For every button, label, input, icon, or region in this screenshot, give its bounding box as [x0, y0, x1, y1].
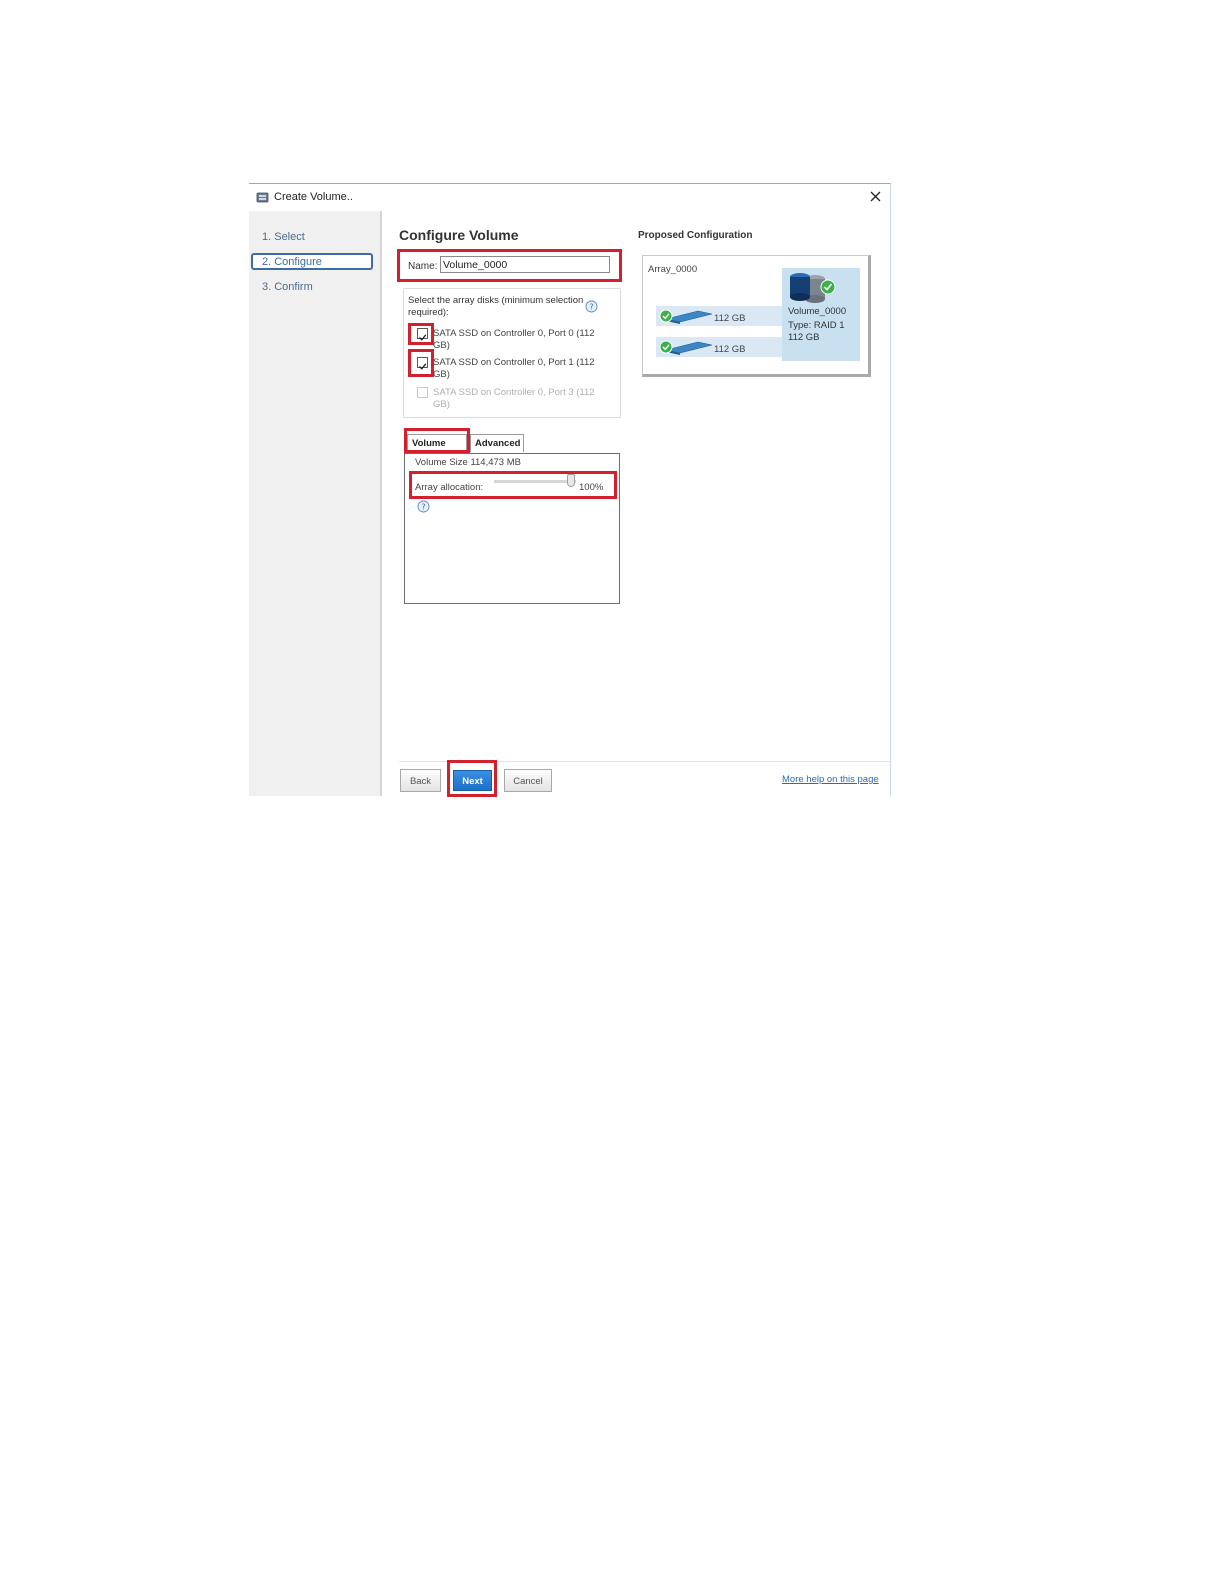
- checkmark-icon: [418, 333, 427, 342]
- close-icon[interactable]: [868, 189, 884, 205]
- disk-3-checkbox[interactable]: [417, 387, 428, 398]
- tab-volume-size[interactable]: Volume: [407, 434, 467, 452]
- highlight-volume-size-tab: [404, 428, 470, 453]
- disk-0-label: SATA SSD on Controller 0, Port 0 (112 GB): [433, 328, 595, 351]
- svg-text:?: ?: [589, 302, 594, 312]
- volume-name-input[interactable]: [440, 256, 610, 273]
- create-volume-dialog: [249, 183, 891, 796]
- wizard-steps-sidebar: [249, 211, 382, 796]
- proposed-configuration-title: Proposed Configuration: [638, 230, 753, 241]
- disk-array-icon: [256, 191, 269, 203]
- help-link[interactable]: More help on this page: [782, 774, 879, 785]
- tab-advanced[interactable]: Advanced: [470, 434, 524, 452]
- checkmark-icon: [418, 362, 427, 371]
- proposed-disk-size: 112 GB: [714, 313, 746, 324]
- array-allocation-slider[interactable]: [494, 480, 576, 483]
- proposed-volume-size: 112 GB: [788, 332, 820, 343]
- ssd-icon: [658, 337, 713, 357]
- cancel-button[interactable]: Cancel: [504, 769, 552, 792]
- next-button[interactable]: Next: [453, 770, 492, 791]
- title-bar: [249, 184, 890, 210]
- array-name: Array_0000: [648, 264, 698, 275]
- svg-text:?: ?: [421, 502, 426, 512]
- step-confirm[interactable]: 3. Confirm: [262, 281, 313, 293]
- page-title: Configure Volume: [399, 227, 519, 243]
- disk-1-label: SATA SSD on Controller 0, Port 1 (112 GB): [433, 357, 595, 380]
- name-label: Name:: [408, 261, 438, 272]
- proposed-volume-type: Type: RAID 1: [788, 320, 845, 331]
- step-select[interactable]: 1. Select: [262, 231, 305, 243]
- proposed-disk-size: 112 GB: [714, 344, 746, 355]
- array-allocation-value: 100%: [579, 482, 604, 493]
- help-icon[interactable]: [585, 300, 598, 313]
- volume-icon: [787, 271, 839, 305]
- help-icon[interactable]: [417, 500, 430, 513]
- proposed-volume-name: Volume_0000: [788, 306, 847, 317]
- window-title: Create Volume..: [274, 191, 353, 203]
- disk-3-label: SATA SSD on Controller 0, Port 3 (112 GB): [433, 387, 595, 410]
- step-configure[interactable]: 2. Configure: [251, 253, 373, 270]
- back-button[interactable]: Back: [400, 769, 441, 792]
- disk-0-checkbox[interactable]: [417, 328, 428, 339]
- array-allocation-label: Array allocation:: [415, 482, 484, 493]
- ssd-icon: [658, 306, 713, 326]
- disk-selection-prompt: Select the array disks (minimum selection required):: [408, 295, 584, 318]
- slider-thumb[interactable]: [567, 474, 575, 487]
- volume-size-text: Volume Size 114,473 MB: [415, 457, 521, 468]
- disk-1-checkbox[interactable]: [417, 357, 428, 368]
